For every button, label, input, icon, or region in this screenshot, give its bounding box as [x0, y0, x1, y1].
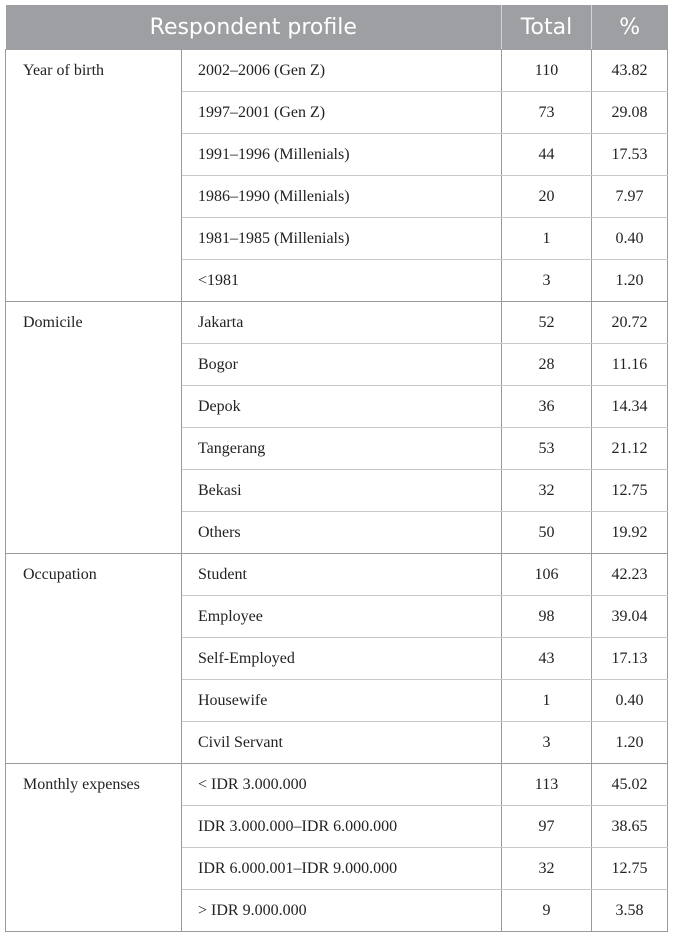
total-cell: 43	[502, 638, 592, 680]
item-cell: IDR 6.000.001–IDR 9.000.000	[182, 848, 502, 890]
header-total: Total	[502, 5, 592, 50]
percent-cell: 12.75	[592, 848, 668, 890]
percent-cell: 1.20	[592, 260, 668, 302]
total-cell: 113	[502, 764, 592, 806]
item-cell: Student	[182, 554, 502, 596]
percent-cell: 1.20	[592, 722, 668, 764]
total-cell: 28	[502, 344, 592, 386]
table-row	[6, 554, 668, 596]
item-cell: IDR 3.000.000–IDR 6.000.000	[182, 806, 502, 848]
category-cell: Occupation	[6, 554, 182, 764]
table-body	[6, 50, 668, 932]
total-cell: 1	[502, 680, 592, 722]
total-cell: 36	[502, 386, 592, 428]
total-cell: 53	[502, 428, 592, 470]
total-cell: 32	[502, 848, 592, 890]
item-cell: 1986–1990 (Millenials)	[182, 176, 502, 218]
item-cell: <1981	[182, 260, 502, 302]
percent-cell: 12.75	[592, 470, 668, 512]
percent-cell: 43.82	[592, 50, 668, 92]
total-cell: 20	[502, 176, 592, 218]
percent-cell: 11.16	[592, 344, 668, 386]
category-cell: Monthly expenses	[6, 764, 182, 932]
percent-cell: 0.40	[592, 680, 668, 722]
percent-cell: 21.12	[592, 428, 668, 470]
percent-cell: 14.34	[592, 386, 668, 428]
category-cell: Year of birth	[6, 50, 182, 302]
percent-cell: 29.08	[592, 92, 668, 134]
total-cell: 98	[502, 596, 592, 638]
item-cell: Bekasi	[182, 470, 502, 512]
item-cell: 1981–1985 (Millenials)	[182, 218, 502, 260]
percent-cell: 42.23	[592, 554, 668, 596]
total-cell: 106	[502, 554, 592, 596]
respondent-profile-table	[5, 5, 668, 932]
item-cell: Bogor	[182, 344, 502, 386]
item-cell: Employee	[182, 596, 502, 638]
item-cell: < IDR 3.000.000	[182, 764, 502, 806]
percent-cell: 20.72	[592, 302, 668, 344]
total-cell: 9	[502, 890, 592, 932]
total-cell: 110	[502, 50, 592, 92]
header-row	[6, 5, 668, 50]
item-cell: Self-Employed	[182, 638, 502, 680]
total-cell: 52	[502, 302, 592, 344]
percent-cell: 17.13	[592, 638, 668, 680]
item-cell: Civil Servant	[182, 722, 502, 764]
total-cell: 32	[502, 470, 592, 512]
item-cell: Others	[182, 512, 502, 554]
item-cell: Depok	[182, 386, 502, 428]
header-respondent-profile: Respondent profile	[6, 5, 502, 50]
item-cell: Tangerang	[182, 428, 502, 470]
total-cell: 73	[502, 92, 592, 134]
percent-cell: 39.04	[592, 596, 668, 638]
total-cell: 1	[502, 218, 592, 260]
table-header	[6, 5, 668, 50]
item-cell: Housewife	[182, 680, 502, 722]
total-cell: 3	[502, 260, 592, 302]
percent-cell: 3.58	[592, 890, 668, 932]
total-cell: 50	[502, 512, 592, 554]
table-row	[6, 302, 668, 344]
total-cell: 3	[502, 722, 592, 764]
percent-cell: 7.97	[592, 176, 668, 218]
total-cell: 97	[502, 806, 592, 848]
percent-cell: 45.02	[592, 764, 668, 806]
item-cell: Jakarta	[182, 302, 502, 344]
percent-cell: 38.65	[592, 806, 668, 848]
item-cell: 1991–1996 (Millenials)	[182, 134, 502, 176]
percent-cell: 19.92	[592, 512, 668, 554]
percent-cell: 17.53	[592, 134, 668, 176]
item-cell: > IDR 9.000.000	[182, 890, 502, 932]
table-row	[6, 50, 668, 92]
item-cell: 1997–2001 (Gen Z)	[182, 92, 502, 134]
total-cell: 44	[502, 134, 592, 176]
category-cell: Domicile	[6, 302, 182, 554]
percent-cell: 0.40	[592, 218, 668, 260]
header-percent: %	[592, 5, 668, 50]
table-row	[6, 764, 668, 806]
item-cell: 2002–2006 (Gen Z)	[182, 50, 502, 92]
